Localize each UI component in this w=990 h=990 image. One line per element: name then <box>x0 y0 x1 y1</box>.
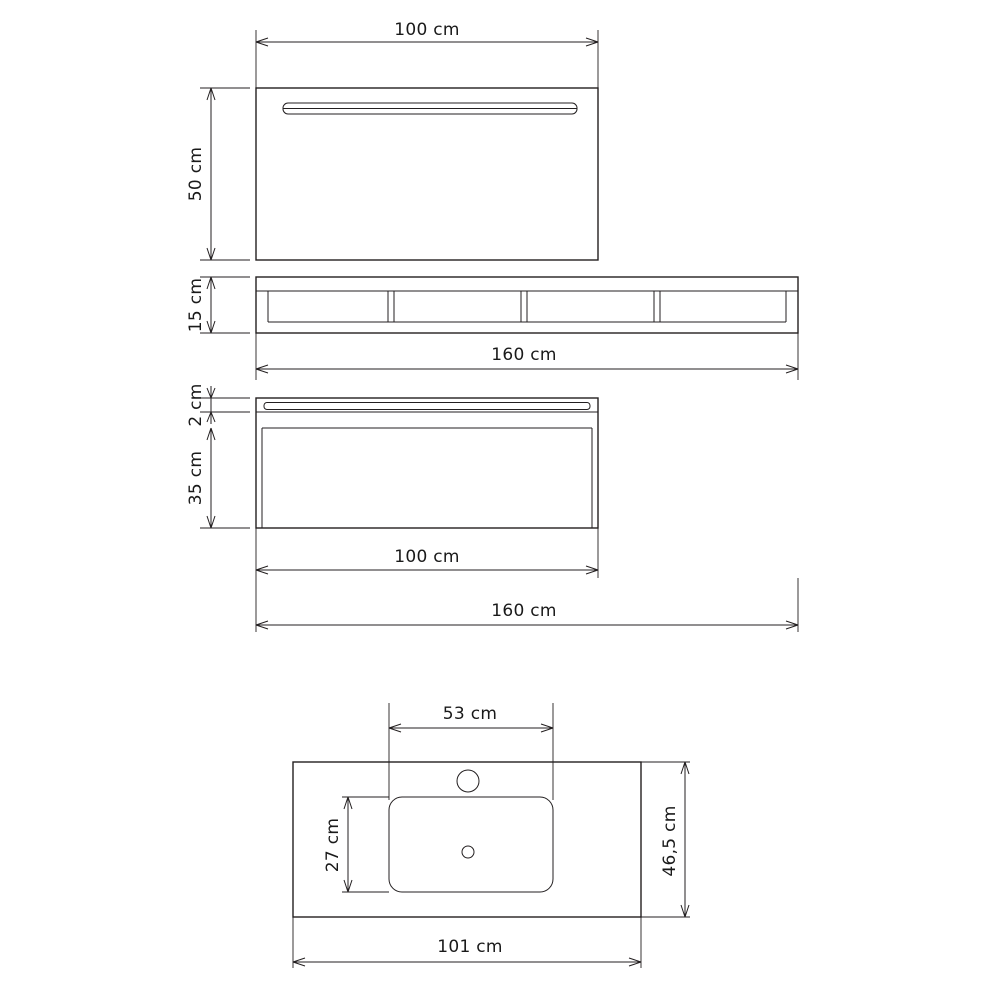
dimension-basin-inner-depth <box>342 797 389 892</box>
label-total-width: 160 cm <box>491 601 557 621</box>
dimension-cabinet-height <box>200 428 250 528</box>
label-cabinet-width: 100 cm <box>394 547 460 567</box>
label-shelf-height: 15 cm <box>186 277 206 333</box>
dimension-top-thickness <box>200 386 250 424</box>
dimension-shelf-height <box>200 277 250 333</box>
label-cabinet-height: 35 cm <box>186 450 206 506</box>
open-shelf-unit-body <box>256 277 798 333</box>
washbasin-countertop-body <box>293 762 641 917</box>
label-top-thickness: 2 cm <box>186 383 206 427</box>
label-countertop-width: 101 cm <box>437 937 503 957</box>
label-countertop-depth: 46,5 cm <box>660 805 680 877</box>
dimension-mirror-height <box>200 88 250 260</box>
label-basin-inner-width: 53 cm <box>442 704 498 724</box>
label-mirror-width: 100 cm <box>394 20 460 40</box>
label-shelf-width: 160 cm <box>491 345 557 365</box>
label-basin-inner-depth: 27 cm <box>323 817 343 873</box>
mirror-body <box>256 88 598 260</box>
vanity-cabinet-body <box>256 398 598 528</box>
label-mirror-height: 50 cm <box>186 146 206 202</box>
